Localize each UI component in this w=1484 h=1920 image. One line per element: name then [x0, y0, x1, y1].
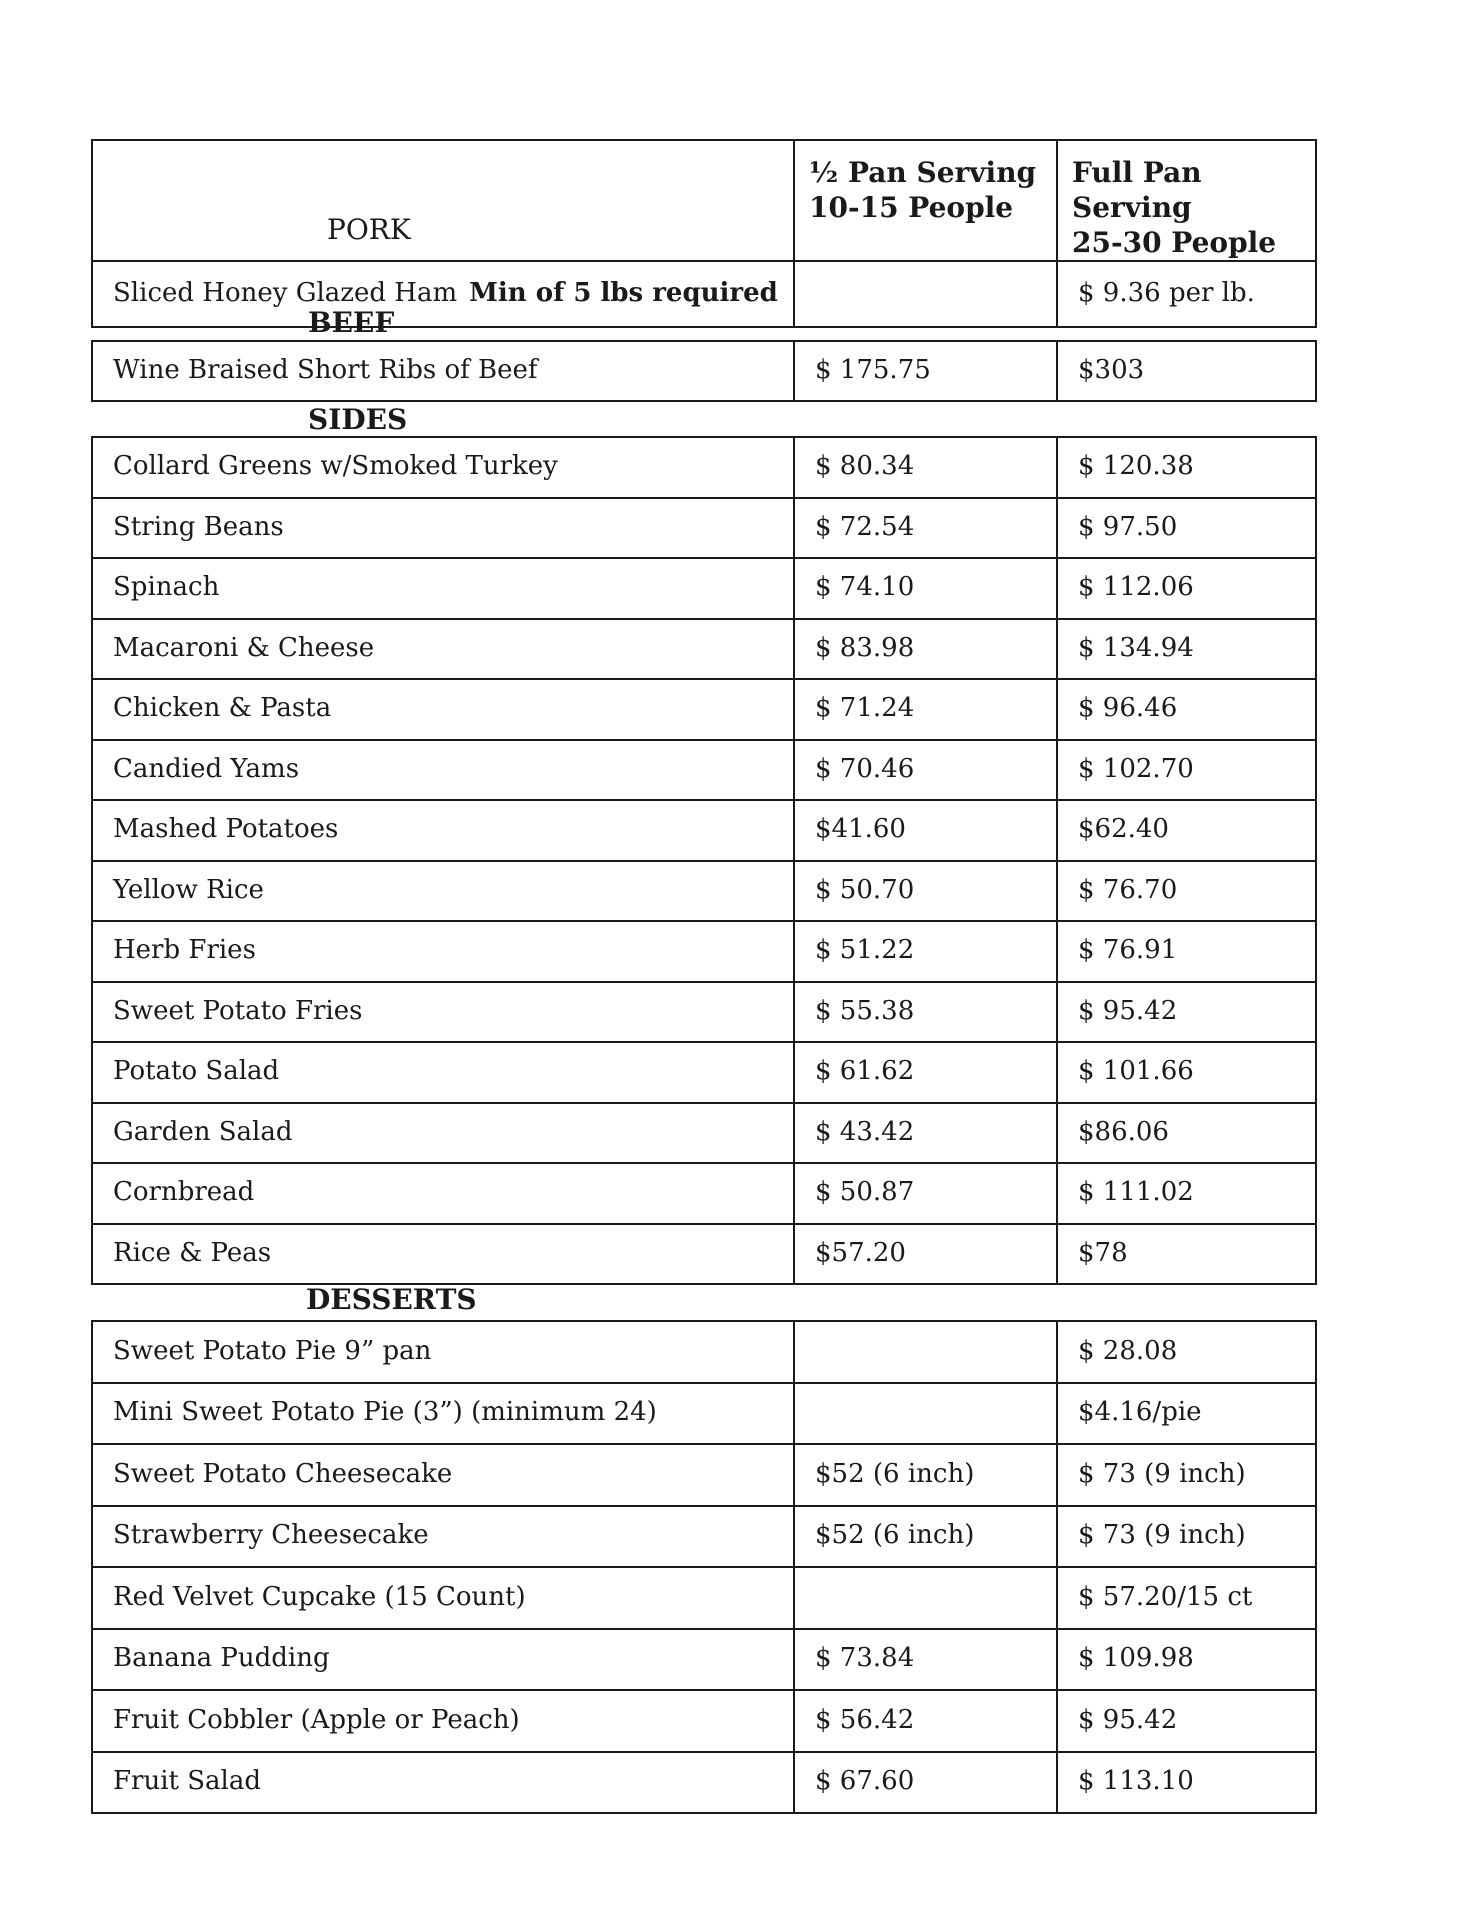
- table-row: [92, 1042, 1316, 1103]
- pork-section-title: PORK: [92, 140, 794, 261]
- half-pan-price: $ 51.22: [794, 921, 1057, 982]
- half-pan-price: $52 (6 inch): [794, 1444, 1057, 1506]
- full-pan-price: $86.06: [1057, 1103, 1316, 1164]
- table-row: [92, 1752, 1316, 1814]
- half-pan-price: $57.20: [794, 1224, 1057, 1285]
- full-pan-header: [1057, 140, 1316, 261]
- table-row: [92, 921, 1316, 982]
- item-name: Red Velvet Cupcake (15 Count): [92, 1567, 794, 1629]
- full-pan-price: $ 73 (9 inch): [1057, 1506, 1316, 1568]
- table-row: [92, 1567, 1316, 1629]
- item-name: Fruit Cobbler (Apple or Peach): [92, 1690, 794, 1752]
- item-name: Macaroni & Cheese: [92, 619, 794, 680]
- table-row: [92, 261, 1316, 327]
- item-name: Sweet Potato Pie 9” pan: [92, 1321, 794, 1383]
- half-pan-price: $52 (6 inch): [794, 1506, 1057, 1568]
- half-pan-price: $ 80.34: [794, 437, 1057, 498]
- table-row: [92, 1629, 1316, 1691]
- full-pan-price: $ 96.46: [1057, 679, 1316, 740]
- item-name: Fruit Salad: [92, 1752, 794, 1814]
- half-pan-price: $41.60: [794, 800, 1057, 861]
- full-pan-price: $ 76.91: [1057, 921, 1316, 982]
- full-pan-price: $ 57.20/15 ct: [1057, 1567, 1316, 1629]
- sides-table: [91, 436, 1317, 1285]
- table-row: [92, 619, 1316, 680]
- item-name: Banana Pudding: [92, 1629, 794, 1691]
- item-name: Potato Salad: [92, 1042, 794, 1103]
- half-pan-price: $ 71.24: [794, 679, 1057, 740]
- half-pan-header: [794, 140, 1057, 261]
- item-name: Cornbread: [92, 1163, 794, 1224]
- half-pan-price: $ 50.87: [794, 1163, 1057, 1224]
- full-pan-price: $ 113.10: [1057, 1752, 1316, 1814]
- half-pan-price: [794, 1567, 1057, 1629]
- item-name: Sweet Potato Cheesecake: [92, 1444, 794, 1506]
- beef-section-title: BEEF: [308, 306, 395, 339]
- sides-section-title: SIDES: [308, 403, 408, 436]
- table-row: [92, 1444, 1316, 1506]
- full-pan-price: $ 109.98: [1057, 1629, 1316, 1691]
- full-pan-price: $4.16/pie: [1057, 1383, 1316, 1445]
- half-pan-price: $ 56.42: [794, 1690, 1057, 1752]
- table-row: [92, 437, 1316, 498]
- item-name: Collard Greens w/Smoked Turkey: [92, 437, 794, 498]
- half-pan-price: $ 175.75: [794, 341, 1057, 401]
- pork-table: [91, 139, 1317, 328]
- table-row: [92, 498, 1316, 559]
- item-name: Mashed Potatoes: [92, 800, 794, 861]
- table-row: [92, 740, 1316, 801]
- half-pan-price: $ 43.42: [794, 1103, 1057, 1164]
- table-row: [92, 1103, 1316, 1164]
- full-pan-price: $303: [1057, 341, 1316, 401]
- full-pan-price: $ 102.70: [1057, 740, 1316, 801]
- desserts-section-title: DESSERTS: [306, 1283, 477, 1316]
- table-row: [92, 1506, 1316, 1568]
- half-pan-price: $ 72.54: [794, 498, 1057, 559]
- half-pan-price: [794, 261, 1057, 327]
- full-pan-price: $ 134.94: [1057, 619, 1316, 680]
- full-pan-price: $ 95.42: [1057, 1690, 1316, 1752]
- half-pan-price: $ 74.10: [794, 558, 1057, 619]
- full-pan-header-line2: 25-30 People: [1072, 226, 1277, 259]
- half-pan-header-line1: ½ Pan Serving: [809, 156, 1037, 189]
- half-pan-price: $ 67.60: [794, 1752, 1057, 1814]
- item-name: Chicken & Pasta: [92, 679, 794, 740]
- table-row: [92, 1163, 1316, 1224]
- full-pan-price: $ 111.02: [1057, 1163, 1316, 1224]
- table-row: [92, 982, 1316, 1043]
- item-name: Wine Braised Short Ribs of Beef: [92, 341, 794, 401]
- table-row: [92, 861, 1316, 922]
- full-pan-price: $62.40: [1057, 800, 1316, 861]
- full-pan-price: $ 120.38: [1057, 437, 1316, 498]
- table-row: [92, 341, 1316, 401]
- table-row: [92, 800, 1316, 861]
- full-pan-price: $ 112.06: [1057, 558, 1316, 619]
- half-pan-price: $ 55.38: [794, 982, 1057, 1043]
- full-pan-price: $ 28.08: [1057, 1321, 1316, 1383]
- item-name: String Beans: [92, 498, 794, 559]
- full-pan-price: $ 73 (9 inch): [1057, 1444, 1316, 1506]
- half-pan-header-line2: 10-15 People: [809, 191, 1014, 224]
- item-name: Sliced Honey Glazed Ham: [113, 278, 458, 309]
- desserts-table: [91, 1320, 1317, 1814]
- item-name: Strawberry Cheesecake: [92, 1506, 794, 1568]
- half-pan-price: $ 73.84: [794, 1629, 1057, 1691]
- full-pan-price: $ 9.36 per lb.: [1057, 261, 1316, 327]
- half-pan-price: $ 50.70: [794, 861, 1057, 922]
- item-name: Mini Sweet Potato Pie (3”) (minimum 24): [92, 1383, 794, 1445]
- full-pan-price: $ 97.50: [1057, 498, 1316, 559]
- item-name-cell: [92, 261, 794, 327]
- table-row: [92, 1224, 1316, 1285]
- table-row: [92, 1321, 1316, 1383]
- item-name: Garden Salad: [92, 1103, 794, 1164]
- item-name: Sweet Potato Fries: [92, 982, 794, 1043]
- table-row: [92, 679, 1316, 740]
- half-pan-price: $ 83.98: [794, 619, 1057, 680]
- table-row: [92, 558, 1316, 619]
- item-name: Spinach: [92, 558, 794, 619]
- half-pan-price: $ 61.62: [794, 1042, 1057, 1103]
- item-name: Rice & Peas: [92, 1224, 794, 1285]
- half-pan-price: $ 70.46: [794, 740, 1057, 801]
- beef-table: [91, 340, 1317, 402]
- full-pan-price: $ 76.70: [1057, 861, 1316, 922]
- item-name: Yellow Rice: [92, 861, 794, 922]
- full-pan-header-line1: Full Pan Serving: [1072, 156, 1202, 224]
- full-pan-price: $ 95.42: [1057, 982, 1316, 1043]
- item-name: Candied Yams: [92, 740, 794, 801]
- full-pan-price: $ 101.66: [1057, 1042, 1316, 1103]
- full-pan-price: $78: [1057, 1224, 1316, 1285]
- header-row: [92, 140, 1316, 261]
- table-row: [92, 1383, 1316, 1445]
- table-row: [92, 1690, 1316, 1752]
- half-pan-price: [794, 1383, 1057, 1445]
- requirement-note: Min of 5 lbs required: [469, 278, 778, 309]
- half-pan-price: [794, 1321, 1057, 1383]
- item-name: Herb Fries: [92, 921, 794, 982]
